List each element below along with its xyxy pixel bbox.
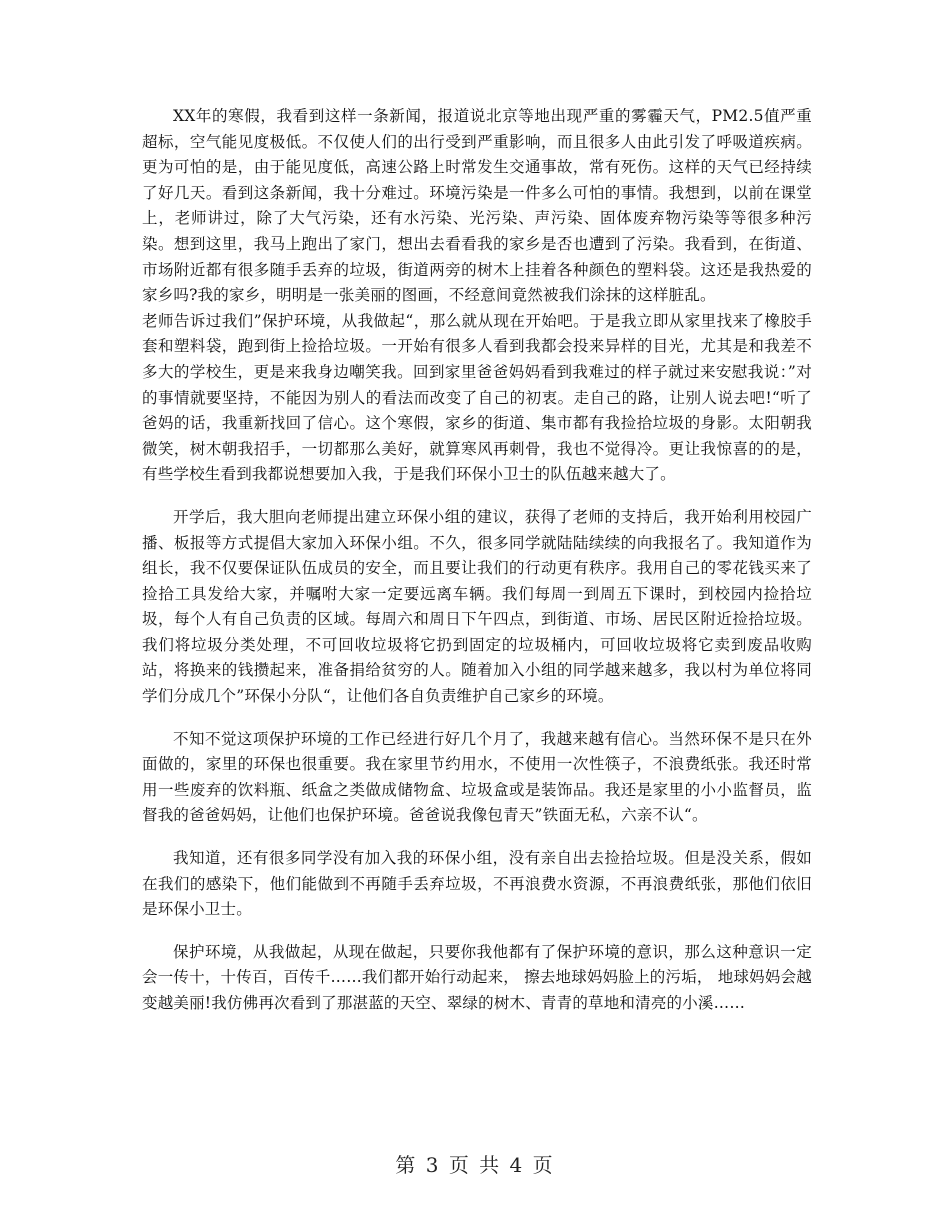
page-footer: 第 3 页 共 4 页 xyxy=(395,1153,555,1177)
paragraph-3: 不知不觉这项保护环境的工作已经进行好几个月了，我越来越有信心。当然环保不是只在外面做的，家里的环保也很重要。我在家里节约用水，不使用一次性筷子，不浪费纸张。我还时常用一些废弃的饮料瓶、纸盒之类做成储物盒、垃圾盒或是装饰品。我还是家里的小小监督员，监督我的爸爸妈妈，让他们也保护环境。爸爸说我像包青天”铁面无私，六亲不认“。 xyxy=(142,729,812,825)
document-body xyxy=(142,104,812,1034)
paragraph-2: 开学后，我大胆向老师提出建立环保小组的建议，获得了老师的支持后，我开始利用校园广播、板报等方式提倡大家加入环保小组。不久，很多同学就陆陆续续的向我报名了。我知道作为组长，我不仅要保证队伍成员的安全，而且要让我们的行动更有秩序。我用自己的零花钱买来了捡拾工具发给大家，并嘱咐大家一定要远离车辆。我们每周一到周五下课时，到校园内捡拾垃圾，每个人有自己负责的区域。每周六和周日下午四点，到街道、市场、居民区附近捡拾垃圾。我们将垃圾分类处理，不可回收垃圾将它扔到固定的垃圾桶内，可回收垃圾将它卖到废品收购站，将换来的钱攒起来，准备捐给贫穷的人。随着加入小组的同学越来越多，我以村为单位将同学们分成几个”环保小分队“，让他们各自负责维护自己家乡的环境。 xyxy=(142,507,812,706)
paragraph-4: 我知道，还有很多同学没有加入我的环保小组，没有亲自出去捡拾垃圾。但是没关系，假如在我们的感染下，他们能做到不再随手丢弃垃圾，不再浪费水资源，不再浪费纸张，那他们依旧是环保小卫士。 xyxy=(142,849,812,919)
paragraph-1: XX年的寒假，我看到这样一条新闻，报道说北京等地出现严重的雾霾天气，PM2.5值严重超标，空气能见度极低。不仅使人们的出行受到严重影响，而且很多人由此引发了呼吸道疾病。更为可怕的是，由于能见度低，高速公路上时常发生交通事故，常有死伤。这样的天气已经持续了好几天。看到这条新闻，我十分难过。环境污染是一件多么可怕的事情。我想到，以前在课堂上，老师讲过，除了大气污染，还有水污染、光污染、声污染、固体废弃物污染等等很多种污染。想到这里，我马上跑出了家门，想出去看看我的家乡是否也遭到了污染。我看到，在街道、市场附近都有很多随手丢弃的垃圾，街道两旁的树木上挂着各种颜色的塑料袋。这还是我热爱的家乡吗?我的家乡，明明是一张美丽的图画，不经意间竟然被我们涂抹的这样脏乱。 老师告诉过我们”保护环境，从我做起“，那么就从现在开始吧。于是我立即从家里找来了橡胶手套和塑料袋，跑到街上捡拾垃圾。一开始有很多人看到我都会投来异样的目光，尤其是和我差不多大的学校生，更是来我身边嘲笑我。回到家里爸爸妈妈看到我难过的样子就过来安慰我说：”对的事情就要坚持，不能因为别人的看法而改变了自己的初衷。走自己的路，让别人说去吧!“听了爸妈的话，我重新找回了信心。这个寒假，家乡的街道、集市都有我捡拾垃圾的身影。太阳朝我微笑，树木朝我招手，一切都那么美好，就算寒风再刺骨，我也不觉得冷。更让我惊喜的的是，有些学校生看到我都说想要加入我，于是我们环保小卫士的队伍越来越大了。 xyxy=(142,107,812,484)
paragraph-5: 保护环境，从我做起，从现在做起，只要你我他都有了保护环境的意识，那么这种意识一定会一传十，十传百，百传千……我们都开始行动起来， 擦去地球妈妈脸上的污垢， 地球妈妈会越变越美丽!我仿佛再次看到了那湛蓝的天空、翠绿的树木、青青的草地和清亮的小溪…… xyxy=(142,942,812,1012)
